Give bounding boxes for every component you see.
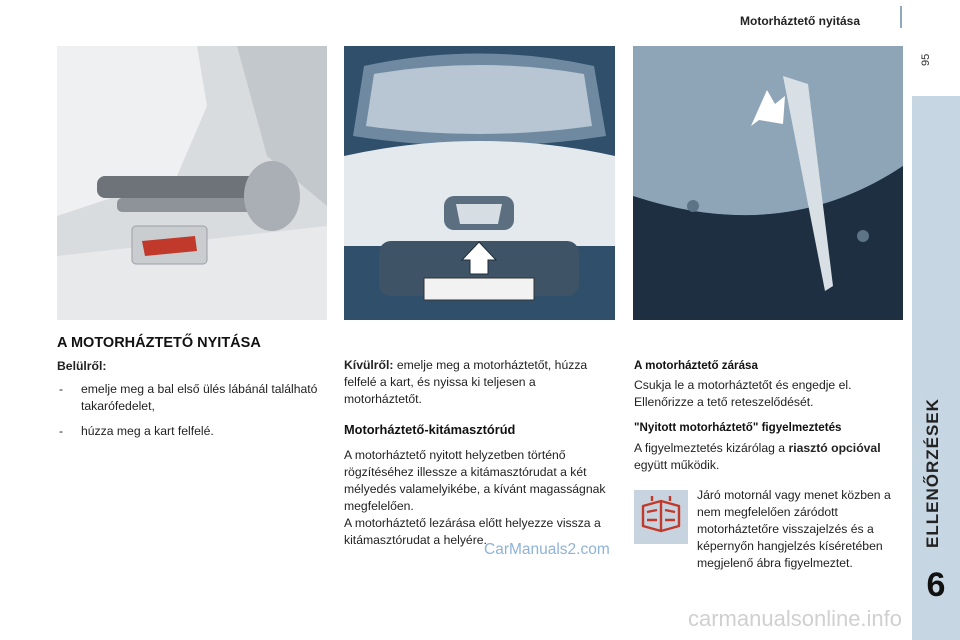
photo-vehicle-front (344, 46, 615, 320)
closing-heading: A motorháztető zárása (634, 359, 758, 372)
open-hood-warning-icon (634, 490, 688, 544)
page-number: 95 (920, 53, 932, 66)
prop-rod-paragraph-2: A motorháztető lezárása előtt helyezze vissza a kitámasztórudat a helyére. (344, 516, 601, 547)
inside-block (57, 358, 327, 440)
inside-step-2 (57, 423, 327, 440)
bullet-dash: - (59, 382, 64, 396)
section-title: A MOTORHÁZTETŐ NYITÁSA (57, 335, 261, 351)
warning-icon-box (634, 490, 688, 544)
outside-lead: Kívülről: (344, 358, 394, 372)
inside-step-1-text: emelje meg a bal első ülés lábánál található takarófedelet, (81, 382, 318, 413)
running-header-title: Motorháztető nyitása (740, 14, 861, 28)
warning-paragraph (634, 440, 899, 474)
outside-text: emelje meg a motorháztetőt, húzza felfelé a kart, és nyissa ki teljesen a motorháztetőt. (344, 358, 588, 406)
inside-step-1 (57, 381, 327, 415)
inline-watermark: CarManuals2.com (484, 541, 610, 558)
warning-box-text: Járó motornál vagy menet közben a nem megfelelően záródott motorháztetőre visszajelzés és a képernyőn hangjelzés kíséretében megjelenő ábra figyelmeztet. (697, 488, 891, 570)
inside-heading: Belülről: (57, 359, 107, 373)
chapter-sidebar (912, 96, 960, 640)
warning-text-bold: riasztó opcióval (788, 441, 881, 455)
bullet-dash: - (59, 424, 64, 438)
photo-hood-prop-rod (633, 46, 903, 320)
outside-paragraph (344, 357, 612, 408)
prop-rod-paragraph-1: A motorháztető nyitott helyzetben történő rögzítéséhez illessze a kitámasztórudat a két mélyedés valamelyikébe, a kívánt magasságnak megfelelően. (344, 448, 606, 513)
footer-watermark: carmanualsonline.info (688, 606, 903, 631)
warning-heading: "Nyitott motorháztető" figyelmeztetés (634, 421, 842, 434)
photo-interior-release-lever (57, 46, 327, 320)
inside-step-2-text: húzza meg a kart felfelé. (81, 424, 214, 438)
closing-paragraph: Csukja le a motorháztetőt és engedje el. Ellenőrizze a tető reteszelődését. (634, 378, 852, 409)
prop-rod-heading: Motorháztető-kitámasztórúd (344, 422, 516, 437)
chapter-label: ELLENŐRZÉSEK (923, 398, 942, 548)
chapter-number: 6 (926, 566, 946, 604)
warning-text-post: együtt működik. (634, 458, 720, 472)
warning-text-pre: A figyelmeztetés kizárólag a (634, 441, 786, 455)
header-divider (900, 6, 902, 28)
